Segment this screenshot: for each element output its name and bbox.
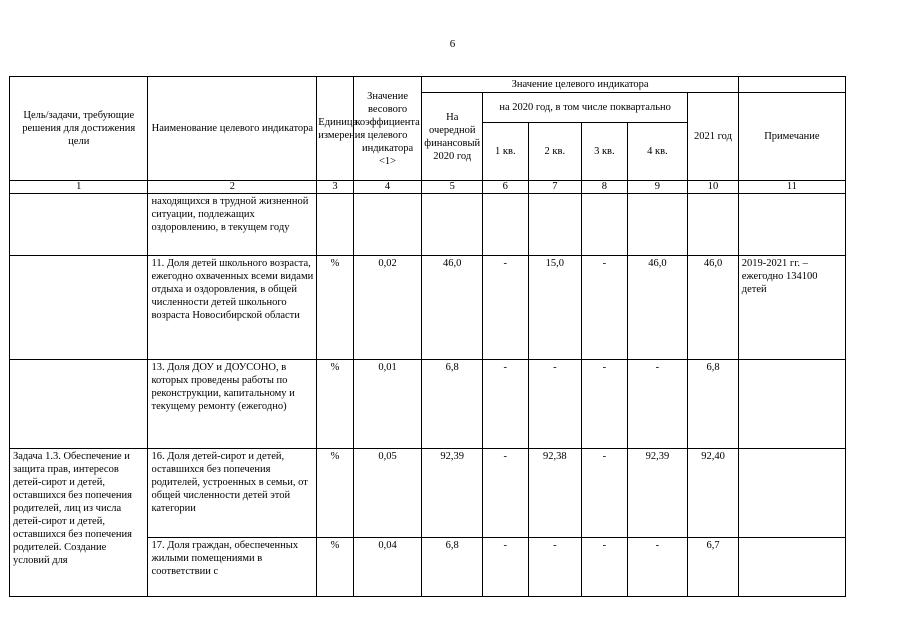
cell-indicator-name: 17. Доля граждан, обеспеченных жилыми помещениями в соответствии с (148, 538, 317, 597)
cell-q1: - (483, 449, 528, 538)
table-row (10, 256, 846, 360)
table-row (10, 194, 846, 256)
page-number: 6 (449, 38, 456, 50)
cell-2021: 46,0 (688, 256, 739, 360)
cell-unit: % (317, 256, 353, 360)
cell-q4: - (627, 360, 688, 449)
cell-note (738, 449, 845, 538)
column-number: 11 (738, 181, 845, 194)
cell-q4: - (627, 538, 688, 597)
table-row (10, 360, 846, 449)
column-number: 3 (317, 181, 353, 194)
cell-q4 (627, 194, 688, 256)
header-next-year: На очередной финансовый 2020 год (422, 93, 483, 181)
cell-2020: 6,8 (422, 360, 483, 449)
cell-2020: 46,0 (422, 256, 483, 360)
header-q1: 1 кв. (483, 123, 528, 181)
cell-q3: - (582, 538, 627, 597)
cell-q4: 46,0 (627, 256, 688, 360)
table-row (10, 449, 846, 538)
cell-indicator-name: 13. Доля ДОУ и ДОУСОНО, в которых проведены работы по реконструкции, капитальному и текущему ремонту (ежегодно) (148, 360, 317, 449)
header-q4: 4 кв. (627, 123, 688, 181)
cell-q4: 92,39 (627, 449, 688, 538)
header-unit: Единица измерения (317, 77, 353, 181)
header-indicator-name: Наименование целевого индикатора (148, 77, 317, 181)
cell-unit: % (317, 360, 353, 449)
cell-q2: - (528, 538, 582, 597)
cell-goal (10, 194, 148, 256)
cell-q3 (582, 194, 627, 256)
column-number: 7 (528, 181, 582, 194)
cell-2021: 92,40 (688, 449, 739, 538)
column-number: 9 (627, 181, 688, 194)
column-number: 2 (148, 181, 317, 194)
cell-unit: % (317, 538, 353, 597)
cell-q3: - (582, 256, 627, 360)
cell-goal (10, 256, 148, 360)
header-blank (738, 77, 845, 93)
header-note: Примечание (738, 93, 845, 181)
cell-q1: - (483, 538, 528, 597)
header-q3: 3 кв. (582, 123, 627, 181)
cell-goal-task-1-3: Задача 1.3. Обеспечение и защита прав, интересов детей-сирот и детей, оставшихся без попечения родителей, лиц из числа детей-сирот и детей, оставшихся без попечения родителей. Создание условий для (10, 449, 148, 597)
cell-q2: 92,38 (528, 449, 582, 538)
cell-q2: - (528, 360, 582, 449)
cell-goal (10, 360, 148, 449)
cell-unit (317, 194, 353, 256)
column-number: 5 (422, 181, 483, 194)
cell-indicator-name: находящихся в трудной жизненной ситуации, подлежащих оздоровлению, в текущем году (148, 194, 317, 256)
cell-2021: 6,8 (688, 360, 739, 449)
column-number: 4 (353, 181, 422, 194)
header-goal: Цель/задачи, требующие решения для достижения цели (10, 77, 148, 181)
cell-note (738, 194, 845, 256)
cell-q2 (528, 194, 582, 256)
cell-2020: 6,8 (422, 538, 483, 597)
column-number: 1 (10, 181, 148, 194)
header-q2: 2 кв. (528, 123, 582, 181)
cell-q2: 15,0 (528, 256, 582, 360)
cell-q3: - (582, 360, 627, 449)
header-2021: 2021 год (688, 93, 739, 181)
cell-note (738, 538, 845, 597)
cell-q1 (483, 194, 528, 256)
header-weight: Значение весового коэффициента целевого индикатора <1> (353, 77, 422, 181)
cell-weight (353, 194, 422, 256)
cell-note (738, 360, 845, 449)
cell-weight: 0,04 (353, 538, 422, 597)
cell-weight: 0,02 (353, 256, 422, 360)
cell-weight: 0,01 (353, 360, 422, 449)
column-number: 10 (688, 181, 739, 194)
cell-q1: - (483, 256, 528, 360)
cell-q1: - (483, 360, 528, 449)
cell-2020: 92,39 (422, 449, 483, 538)
cell-weight: 0,05 (353, 449, 422, 538)
cell-indicator-name: 11. Доля детей школьного возраста, ежегодно охваченных всеми видами отдыха и оздоровления, в общей численности детей школьного возраста Новосибирской области (148, 256, 317, 360)
cell-unit: % (317, 449, 353, 538)
indicator-table (9, 76, 846, 597)
header-2020-quarterly: на 2020 год, в том числе поквартально (483, 93, 688, 123)
column-number: 6 (483, 181, 528, 194)
header-target-value: Значение целевого индикатора (422, 77, 738, 93)
cell-2021: 6,7 (688, 538, 739, 597)
cell-indicator-name: 16. Доля детей-сирот и детей, оставшихся без попечения родителей, устроенных в семьи, от общей численности детей этой категории (148, 449, 317, 538)
cell-2021 (688, 194, 739, 256)
cell-note: 2019-2021 гг. – ежегодно 134100 детей (738, 256, 845, 360)
cell-2020 (422, 194, 483, 256)
cell-q3: - (582, 449, 627, 538)
column-number: 8 (582, 181, 627, 194)
